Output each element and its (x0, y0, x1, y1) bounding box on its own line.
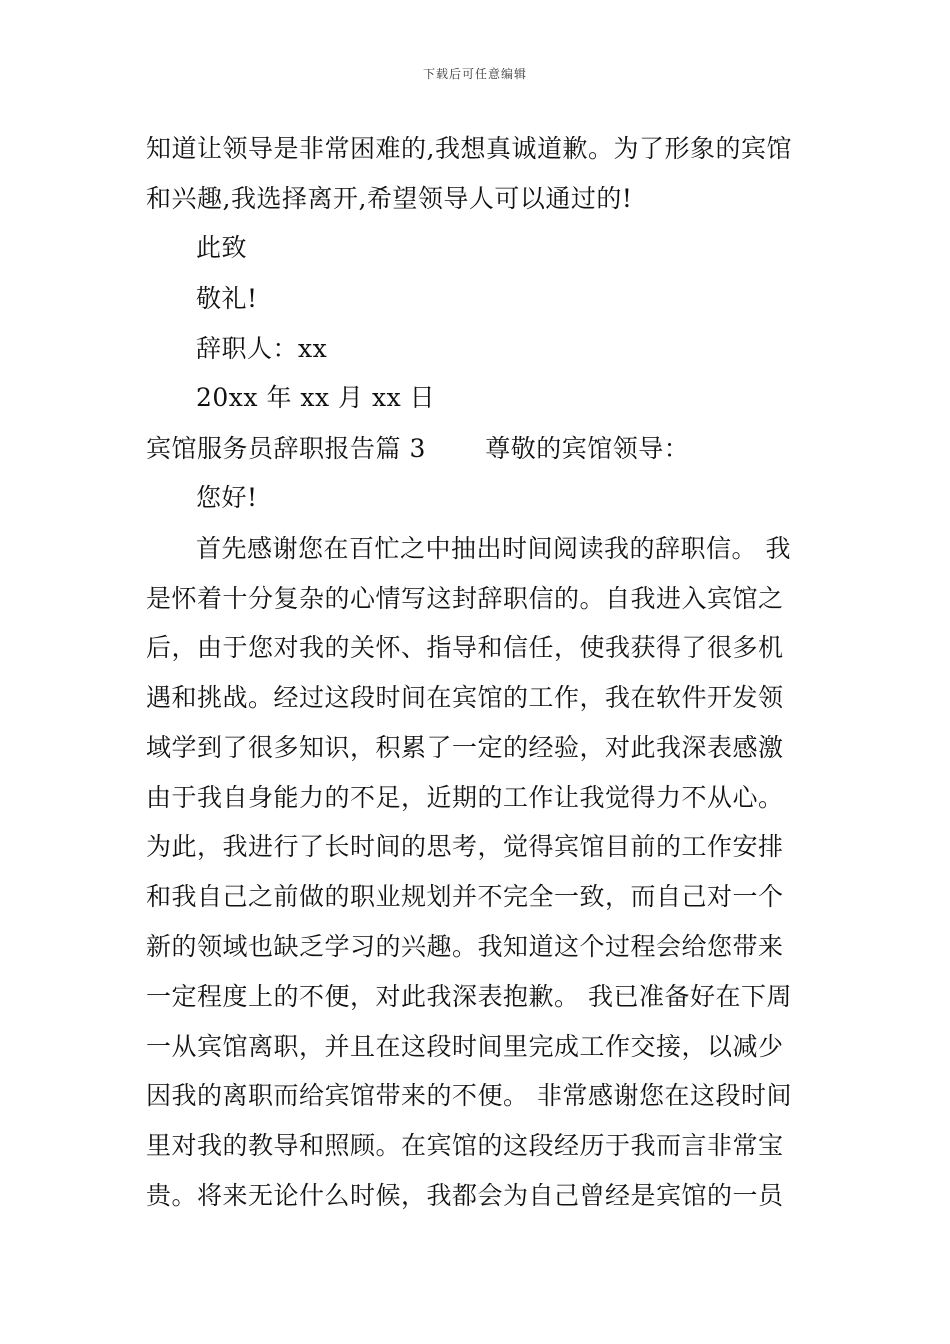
text-line: 里对我的教导和照顾。在宾馆的这段经历于我而言非常宝 (146, 1131, 784, 1160)
text-line: 知道让领导是非常困难的,我想真诚道歉。为了形象的宾馆 (146, 134, 792, 163)
date-line: 20xx 年 xx 月 xx 日 (196, 383, 436, 412)
text-line: 由于我自身能力的不足，近期的工作让我觉得力不从心。 (146, 783, 784, 812)
text-line: 一从宾馆离职，并且在这段时间里完成工作交接，以减少 (146, 1032, 784, 1061)
text-line: 首先感谢您在百忙之中抽出时间阅读我的辞职信。 我 (196, 534, 791, 563)
text-line: 和兴趣,我选择离开,希望领导人可以通过的! (146, 184, 633, 213)
text-line: 域学到了很多知识，积累了一定的经验，对此我深表感激 (146, 733, 784, 762)
page-header: 下载后可任意编辑 (422, 67, 527, 81)
section-heading: 宾馆服务员辞职报告篇 3 尊敬的宾馆领导： (146, 434, 690, 463)
greeting-line: 您好! (196, 483, 258, 512)
text-line: 新的领域也缺乏学习的兴趣。我知道这个过程会给您带来 (146, 932, 784, 961)
text-line: 贵。将来无论什么时候，我都会为自己曾经是宾馆的一员 (146, 1181, 784, 1210)
signature-line: 辞职人：xx (196, 334, 328, 363)
text-line: 和我自己之前做的职业规划并不完全一致，而自己对一个 (146, 882, 784, 911)
text-line: 因我的离职而给宾馆带来的不便。 非常感谢您在这段时间 (146, 1081, 792, 1110)
text-line: 后，由于您对我的关怀、指导和信任，使我获得了很多机 (146, 633, 784, 662)
text-line: 是怀着十分复杂的心情写这封辞职信的。自我进入宾馆之 (146, 584, 784, 613)
closing-line: 此致 (196, 233, 248, 262)
text-line: 遇和挑战。经过这段时间在宾馆的工作，我在软件开发领 (146, 683, 784, 712)
closing-line: 敬礼! (196, 284, 258, 313)
text-line: 为此，我进行了长时间的思考，觉得宾馆目前的工作安排 (146, 832, 784, 861)
text-line: 一定程度上的不便，对此我深表抱歉。 我已准备好在下周 (146, 982, 792, 1011)
